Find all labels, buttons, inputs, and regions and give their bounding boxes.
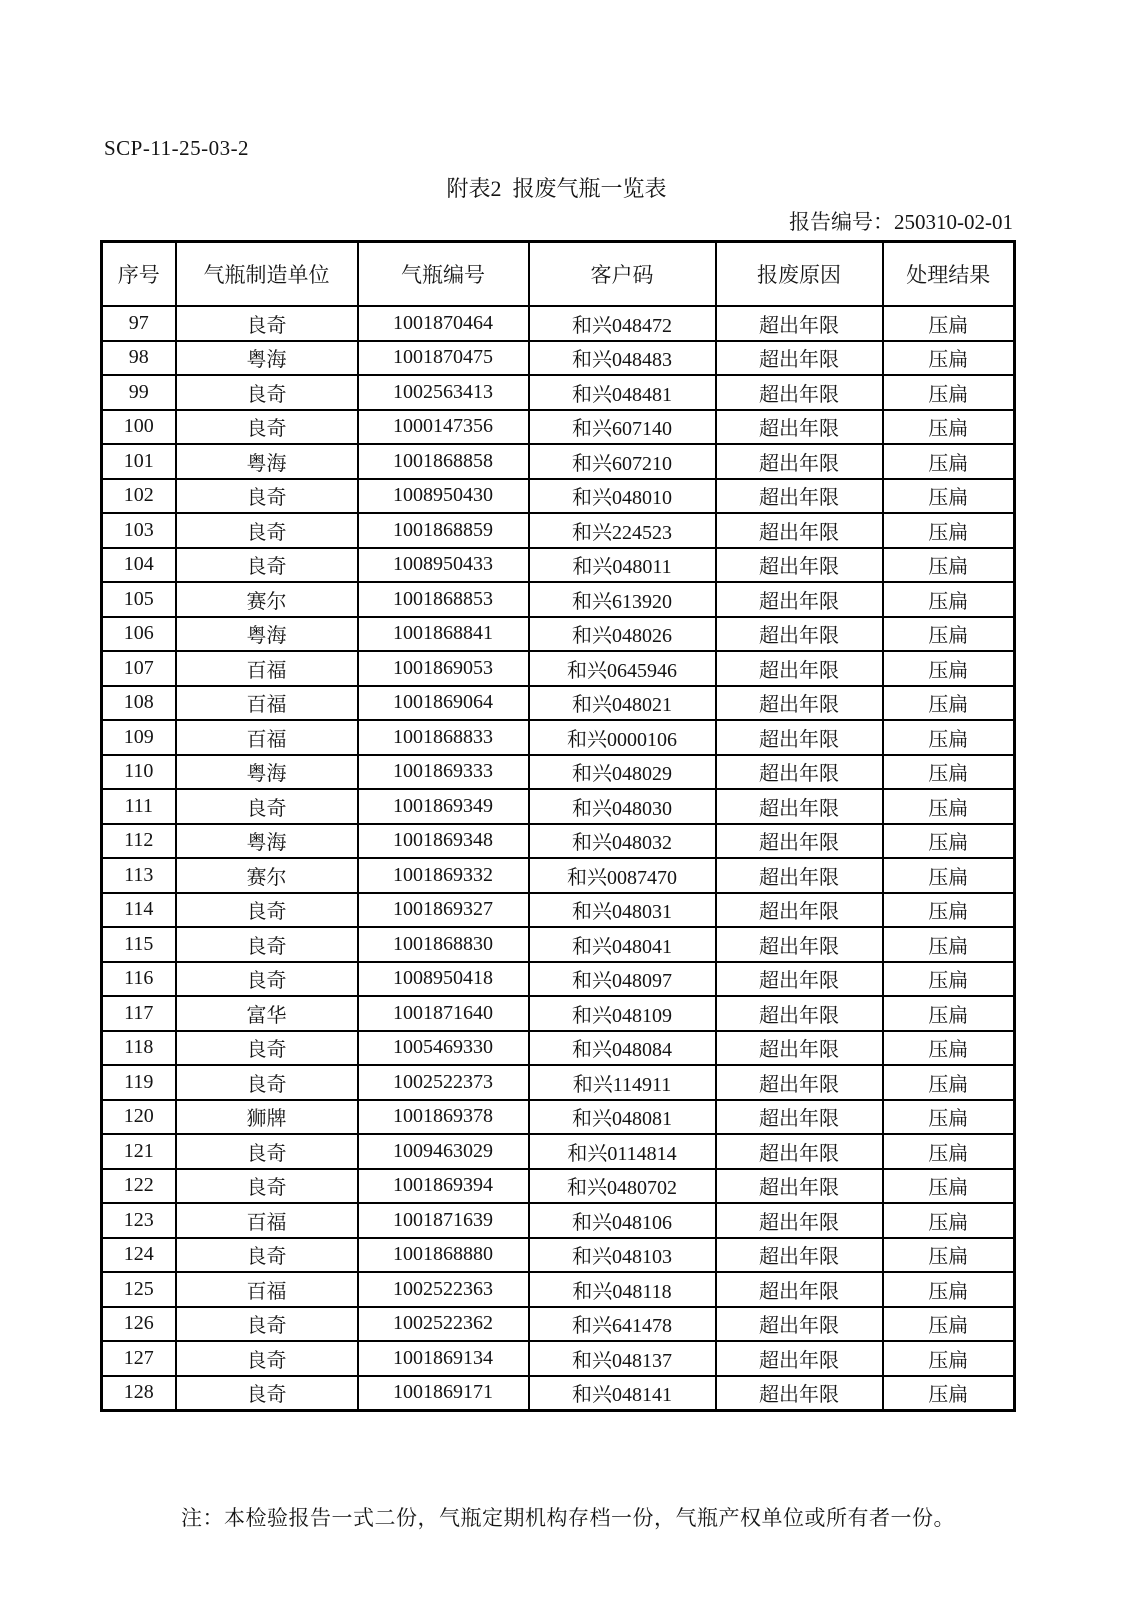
cell-customer-code: 和兴0480702 bbox=[529, 1169, 716, 1204]
cell-customer-code: 和兴048011 bbox=[529, 548, 716, 583]
cell-manufacturer: 良奇 bbox=[176, 513, 358, 548]
cell-result: 压扁 bbox=[883, 444, 1015, 479]
table-row bbox=[102, 1376, 1015, 1411]
cell-manufacturer: 良奇 bbox=[176, 1376, 358, 1411]
table-row bbox=[102, 582, 1015, 617]
cell-result: 压扁 bbox=[883, 1376, 1015, 1411]
cell-result: 压扁 bbox=[883, 1203, 1015, 1238]
cell-scrap-reason: 超出年限 bbox=[716, 755, 883, 790]
cell-serial: 97 bbox=[102, 306, 176, 341]
cell-result: 压扁 bbox=[883, 858, 1015, 893]
cell-result: 压扁 bbox=[883, 375, 1015, 410]
table-row bbox=[102, 651, 1015, 686]
table-row bbox=[102, 962, 1015, 997]
cell-scrap-reason: 超出年限 bbox=[716, 1307, 883, 1342]
cell-scrap-reason: 超出年限 bbox=[716, 789, 883, 824]
cell-manufacturer: 良奇 bbox=[176, 1031, 358, 1066]
cell-customer-code: 和兴048021 bbox=[529, 686, 716, 721]
cell-customer-code: 和兴048141 bbox=[529, 1376, 716, 1411]
cell-customer-code: 和兴048010 bbox=[529, 479, 716, 514]
cell-serial: 115 bbox=[102, 927, 176, 962]
cell-customer-code: 和兴048084 bbox=[529, 1031, 716, 1066]
table-row bbox=[102, 996, 1015, 1031]
cell-manufacturer: 粤海 bbox=[176, 341, 358, 376]
table-row bbox=[102, 1307, 1015, 1342]
cell-cylinder-number: 1001869134 bbox=[358, 1341, 529, 1376]
page-title: 附表2 报废气瓶一览表 bbox=[446, 176, 667, 201]
cell-manufacturer: 良奇 bbox=[176, 962, 358, 997]
cell-manufacturer: 良奇 bbox=[176, 479, 358, 514]
cell-manufacturer: 粤海 bbox=[176, 444, 358, 479]
cell-cylinder-number: 1001869064 bbox=[358, 686, 529, 721]
cell-result: 压扁 bbox=[883, 582, 1015, 617]
cell-scrap-reason: 超出年限 bbox=[716, 513, 883, 548]
cell-result: 压扁 bbox=[883, 686, 1015, 721]
cell-customer-code: 和兴114911 bbox=[529, 1065, 716, 1100]
cell-manufacturer: 良奇 bbox=[176, 1134, 358, 1169]
cell-customer-code: 和兴048081 bbox=[529, 1100, 716, 1135]
cell-scrap-reason: 超出年限 bbox=[716, 1031, 883, 1066]
cell-cylinder-number: 1001869327 bbox=[358, 893, 529, 928]
cell-result: 压扁 bbox=[883, 1065, 1015, 1100]
cell-manufacturer: 良奇 bbox=[176, 410, 358, 445]
cell-scrap-reason: 超出年限 bbox=[716, 720, 883, 755]
cell-scrap-reason: 超出年限 bbox=[716, 893, 883, 928]
cell-cylinder-number: 1001868841 bbox=[358, 617, 529, 652]
cell-scrap-reason: 超出年限 bbox=[716, 306, 883, 341]
cell-customer-code: 和兴048118 bbox=[529, 1272, 716, 1307]
cell-serial: 119 bbox=[102, 1065, 176, 1100]
cell-cylinder-number: 1002563413 bbox=[358, 375, 529, 410]
table-body bbox=[102, 306, 1015, 1411]
cell-scrap-reason: 超出年限 bbox=[716, 686, 883, 721]
cell-serial: 104 bbox=[102, 548, 176, 583]
cell-customer-code: 和兴607140 bbox=[529, 410, 716, 445]
cell-customer-code: 和兴048109 bbox=[529, 996, 716, 1031]
cell-customer-code: 和兴613920 bbox=[529, 582, 716, 617]
table-row bbox=[102, 1238, 1015, 1273]
cell-serial: 108 bbox=[102, 686, 176, 721]
cell-scrap-reason: 超出年限 bbox=[716, 1238, 883, 1273]
cell-serial: 103 bbox=[102, 513, 176, 548]
cell-customer-code: 和兴048106 bbox=[529, 1203, 716, 1238]
cell-result: 压扁 bbox=[883, 341, 1015, 376]
table-row bbox=[102, 824, 1015, 859]
cell-cylinder-number: 1001868880 bbox=[358, 1238, 529, 1273]
cell-customer-code: 和兴048026 bbox=[529, 617, 716, 652]
cell-serial: 117 bbox=[102, 996, 176, 1031]
cell-manufacturer: 良奇 bbox=[176, 1307, 358, 1342]
cell-serial: 111 bbox=[102, 789, 176, 824]
table-header-row bbox=[102, 242, 1015, 307]
cell-manufacturer: 良奇 bbox=[176, 789, 358, 824]
cell-scrap-reason: 超出年限 bbox=[716, 1272, 883, 1307]
cell-scrap-reason: 超出年限 bbox=[716, 341, 883, 376]
cell-cylinder-number: 1001868859 bbox=[358, 513, 529, 548]
cell-result: 压扁 bbox=[883, 1031, 1015, 1066]
cell-cylinder-number: 1001871640 bbox=[358, 996, 529, 1031]
cell-cylinder-number: 1001869332 bbox=[358, 858, 529, 893]
cell-manufacturer: 良奇 bbox=[176, 1065, 358, 1100]
cell-result: 压扁 bbox=[883, 962, 1015, 997]
cell-result: 压扁 bbox=[883, 824, 1015, 859]
table-row bbox=[102, 755, 1015, 790]
cell-manufacturer: 百福 bbox=[176, 651, 358, 686]
cell-cylinder-number: 1001869171 bbox=[358, 1376, 529, 1411]
table-row bbox=[102, 686, 1015, 721]
table-row bbox=[102, 341, 1015, 376]
table-row bbox=[102, 1272, 1015, 1307]
cell-serial: 126 bbox=[102, 1307, 176, 1342]
cell-serial: 110 bbox=[102, 755, 176, 790]
table-row bbox=[102, 1100, 1015, 1135]
cell-cylinder-number: 1001868833 bbox=[358, 720, 529, 755]
report-number-line bbox=[789, 206, 1013, 236]
cell-manufacturer: 良奇 bbox=[176, 1169, 358, 1204]
cell-cylinder-number: 1001869378 bbox=[358, 1100, 529, 1135]
cell-serial: 102 bbox=[102, 479, 176, 514]
cell-cylinder-number: 1001868853 bbox=[358, 582, 529, 617]
cell-customer-code: 和兴607210 bbox=[529, 444, 716, 479]
cell-result: 压扁 bbox=[883, 755, 1015, 790]
column-header-result: 处理结果 bbox=[883, 242, 1015, 307]
cell-result: 压扁 bbox=[883, 651, 1015, 686]
table-row bbox=[102, 375, 1015, 410]
cell-serial: 118 bbox=[102, 1031, 176, 1066]
cell-result: 压扁 bbox=[883, 720, 1015, 755]
cell-cylinder-number: 1002522363 bbox=[358, 1272, 529, 1307]
cell-serial: 101 bbox=[102, 444, 176, 479]
cell-cylinder-number: 1008950433 bbox=[358, 548, 529, 583]
cell-cylinder-number: 1001871639 bbox=[358, 1203, 529, 1238]
cell-manufacturer: 赛尔 bbox=[176, 858, 358, 893]
cell-customer-code: 和兴224523 bbox=[529, 513, 716, 548]
cell-scrap-reason: 超出年限 bbox=[716, 375, 883, 410]
cell-serial: 121 bbox=[102, 1134, 176, 1169]
cell-result: 压扁 bbox=[883, 1272, 1015, 1307]
cell-result: 压扁 bbox=[883, 927, 1015, 962]
cell-serial: 109 bbox=[102, 720, 176, 755]
cell-result: 压扁 bbox=[883, 1100, 1015, 1135]
cell-result: 压扁 bbox=[883, 479, 1015, 514]
cell-customer-code: 和兴0114814 bbox=[529, 1134, 716, 1169]
cell-customer-code: 和兴048481 bbox=[529, 375, 716, 410]
column-header-manufacturer: 气瓶制造单位 bbox=[176, 242, 358, 307]
table-row bbox=[102, 1031, 1015, 1066]
cell-scrap-reason: 超出年限 bbox=[716, 858, 883, 893]
cell-cylinder-number: 1009463029 bbox=[358, 1134, 529, 1169]
table-row bbox=[102, 479, 1015, 514]
cell-result: 压扁 bbox=[883, 1307, 1015, 1342]
cell-cylinder-number: 1001870475 bbox=[358, 341, 529, 376]
report-number-label: 报告编号： bbox=[789, 210, 894, 234]
cell-cylinder-number: 1001869348 bbox=[358, 824, 529, 859]
cell-serial: 128 bbox=[102, 1376, 176, 1411]
cell-serial: 127 bbox=[102, 1341, 176, 1376]
cell-scrap-reason: 超出年限 bbox=[716, 444, 883, 479]
cell-cylinder-number: 1002522362 bbox=[358, 1307, 529, 1342]
cell-customer-code: 和兴048472 bbox=[529, 306, 716, 341]
cell-customer-code: 和兴048483 bbox=[529, 341, 716, 376]
cell-manufacturer: 良奇 bbox=[176, 927, 358, 962]
cell-result: 压扁 bbox=[883, 893, 1015, 928]
table-row bbox=[102, 893, 1015, 928]
cell-manufacturer: 良奇 bbox=[176, 548, 358, 583]
table-row bbox=[102, 1203, 1015, 1238]
cell-customer-code: 和兴0000106 bbox=[529, 720, 716, 755]
cell-serial: 113 bbox=[102, 858, 176, 893]
cell-cylinder-number: 1008950418 bbox=[358, 962, 529, 997]
cell-manufacturer: 百福 bbox=[176, 720, 358, 755]
cell-customer-code: 和兴641478 bbox=[529, 1307, 716, 1342]
cell-serial: 98 bbox=[102, 341, 176, 376]
cell-scrap-reason: 超出年限 bbox=[716, 617, 883, 652]
cell-manufacturer: 良奇 bbox=[176, 306, 358, 341]
cell-customer-code: 和兴0645946 bbox=[529, 651, 716, 686]
cell-serial: 120 bbox=[102, 1100, 176, 1135]
cell-manufacturer: 百福 bbox=[176, 1272, 358, 1307]
cell-cylinder-number: 1001870464 bbox=[358, 306, 529, 341]
cell-manufacturer: 百福 bbox=[176, 686, 358, 721]
cell-result: 压扁 bbox=[883, 996, 1015, 1031]
document-code: SCP-11-25-03-2 bbox=[104, 136, 250, 160]
cell-cylinder-number: 1008950430 bbox=[358, 479, 529, 514]
cell-manufacturer: 良奇 bbox=[176, 893, 358, 928]
cell-scrap-reason: 超出年限 bbox=[716, 582, 883, 617]
cell-scrap-reason: 超出年限 bbox=[716, 1100, 883, 1135]
cell-result: 压扁 bbox=[883, 1134, 1015, 1169]
cell-result: 压扁 bbox=[883, 410, 1015, 445]
cell-serial: 112 bbox=[102, 824, 176, 859]
cell-scrap-reason: 超出年限 bbox=[716, 927, 883, 962]
cell-customer-code: 和兴048097 bbox=[529, 962, 716, 997]
column-header-serial: 序号 bbox=[102, 242, 176, 307]
cell-manufacturer: 良奇 bbox=[176, 1341, 358, 1376]
scrapped-cylinder-table bbox=[100, 240, 1016, 1412]
table-row bbox=[102, 1341, 1015, 1376]
cell-serial: 100 bbox=[102, 410, 176, 445]
cell-serial: 99 bbox=[102, 375, 176, 410]
cell-serial: 123 bbox=[102, 1203, 176, 1238]
cell-customer-code: 和兴048031 bbox=[529, 893, 716, 928]
cell-scrap-reason: 超出年限 bbox=[716, 996, 883, 1031]
cell-scrap-reason: 超出年限 bbox=[716, 1376, 883, 1411]
cell-scrap-reason: 超出年限 bbox=[716, 410, 883, 445]
table-row bbox=[102, 1169, 1015, 1204]
table-row bbox=[102, 306, 1015, 341]
cell-customer-code: 和兴048137 bbox=[529, 1341, 716, 1376]
cell-customer-code: 和兴048103 bbox=[529, 1238, 716, 1273]
cell-cylinder-number: 1001868830 bbox=[358, 927, 529, 962]
cell-result: 压扁 bbox=[883, 789, 1015, 824]
cell-scrap-reason: 超出年限 bbox=[716, 1169, 883, 1204]
cell-customer-code: 和兴048041 bbox=[529, 927, 716, 962]
cell-scrap-reason: 超出年限 bbox=[716, 962, 883, 997]
cell-cylinder-number: 1002522373 bbox=[358, 1065, 529, 1100]
cell-serial: 124 bbox=[102, 1238, 176, 1273]
cell-manufacturer: 粤海 bbox=[176, 755, 358, 790]
cell-customer-code: 和兴048029 bbox=[529, 755, 716, 790]
column-header-cylinder-number: 气瓶编号 bbox=[358, 242, 529, 307]
table-row bbox=[102, 410, 1015, 445]
cell-manufacturer: 良奇 bbox=[176, 1238, 358, 1273]
cell-serial: 105 bbox=[102, 582, 176, 617]
cell-scrap-reason: 超出年限 bbox=[716, 479, 883, 514]
table-row bbox=[102, 858, 1015, 893]
cell-serial: 114 bbox=[102, 893, 176, 928]
cell-manufacturer: 百福 bbox=[176, 1203, 358, 1238]
table-row bbox=[102, 617, 1015, 652]
footer-note: 注：本检验报告一式二份，气瓶定期机构存档一份，气瓶产权单位或所有者一份。 bbox=[181, 1506, 955, 1530]
cell-cylinder-number: 1000147356 bbox=[358, 410, 529, 445]
cell-result: 压扁 bbox=[883, 306, 1015, 341]
table-row bbox=[102, 444, 1015, 479]
cell-scrap-reason: 超出年限 bbox=[716, 1134, 883, 1169]
cell-scrap-reason: 超出年限 bbox=[716, 651, 883, 686]
cell-scrap-reason: 超出年限 bbox=[716, 1341, 883, 1376]
cell-manufacturer: 粤海 bbox=[176, 824, 358, 859]
table-row bbox=[102, 789, 1015, 824]
cell-result: 压扁 bbox=[883, 1238, 1015, 1273]
cell-scrap-reason: 超出年限 bbox=[716, 1065, 883, 1100]
cell-serial: 122 bbox=[102, 1169, 176, 1204]
cell-cylinder-number: 1001869349 bbox=[358, 789, 529, 824]
cell-cylinder-number: 1001869053 bbox=[358, 651, 529, 686]
cell-serial: 116 bbox=[102, 962, 176, 997]
column-header-customer-code: 客户码 bbox=[529, 242, 716, 307]
report-number-value: 250310-02-01 bbox=[894, 210, 1013, 234]
cell-result: 压扁 bbox=[883, 1341, 1015, 1376]
table-row bbox=[102, 927, 1015, 962]
cell-manufacturer: 狮牌 bbox=[176, 1100, 358, 1135]
cell-result: 压扁 bbox=[883, 513, 1015, 548]
cell-cylinder-number: 1005469330 bbox=[358, 1031, 529, 1066]
cell-manufacturer: 粤海 bbox=[176, 617, 358, 652]
cell-serial: 125 bbox=[102, 1272, 176, 1307]
cell-cylinder-number: 1001868858 bbox=[358, 444, 529, 479]
cell-manufacturer: 良奇 bbox=[176, 375, 358, 410]
cell-serial: 106 bbox=[102, 617, 176, 652]
cell-manufacturer: 赛尔 bbox=[176, 582, 358, 617]
cell-result: 压扁 bbox=[883, 548, 1015, 583]
cell-scrap-reason: 超出年限 bbox=[716, 824, 883, 859]
cell-scrap-reason: 超出年限 bbox=[716, 548, 883, 583]
cell-scrap-reason: 超出年限 bbox=[716, 1203, 883, 1238]
cell-cylinder-number: 1001869394 bbox=[358, 1169, 529, 1204]
table-row bbox=[102, 548, 1015, 583]
cell-manufacturer: 富华 bbox=[176, 996, 358, 1031]
cell-customer-code: 和兴0087470 bbox=[529, 858, 716, 893]
cell-result: 压扁 bbox=[883, 1169, 1015, 1204]
cell-result: 压扁 bbox=[883, 617, 1015, 652]
cell-customer-code: 和兴048030 bbox=[529, 789, 716, 824]
cell-customer-code: 和兴048032 bbox=[529, 824, 716, 859]
table-row bbox=[102, 720, 1015, 755]
table-row bbox=[102, 1065, 1015, 1100]
cell-serial: 107 bbox=[102, 651, 176, 686]
table-row bbox=[102, 513, 1015, 548]
table-row bbox=[102, 1134, 1015, 1169]
cell-cylinder-number: 1001869333 bbox=[358, 755, 529, 790]
column-header-scrap-reason: 报废原因 bbox=[716, 242, 883, 307]
